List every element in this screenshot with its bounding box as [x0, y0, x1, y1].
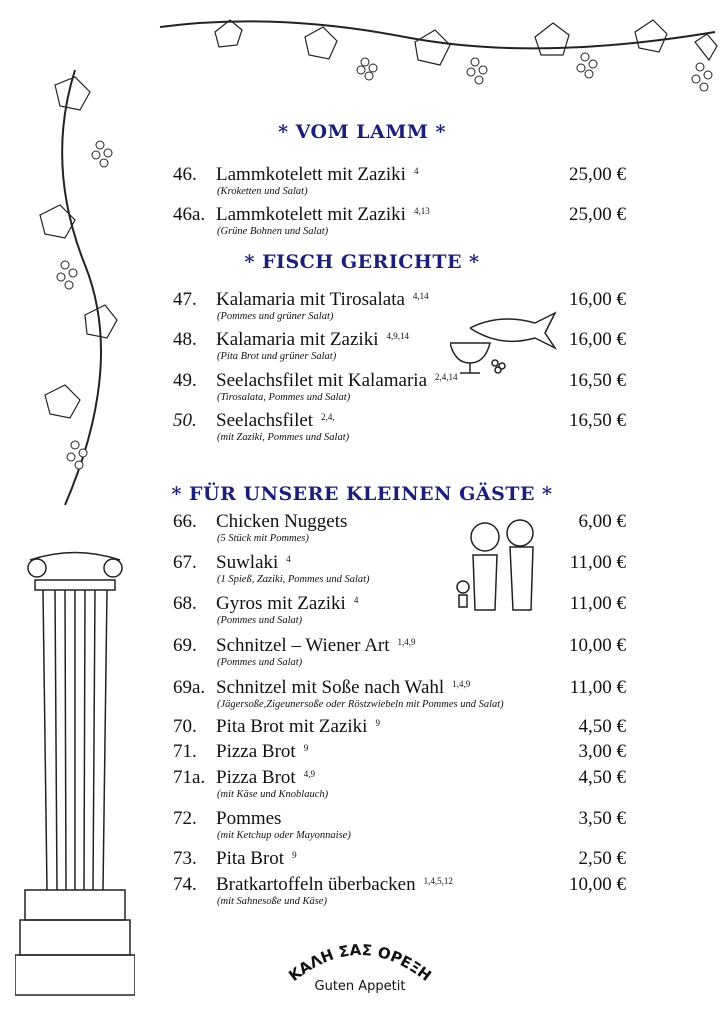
item-description: (Jägersoße,Zigeunersoße oder Röstzwiebeln mit Pommes und Salat)	[217, 699, 504, 710]
allergen-codes: 1,4,9	[397, 637, 416, 647]
menu-item	[0, 678, 724, 698]
item-price: 25,00 €	[569, 204, 626, 225]
item-number: 47.	[173, 289, 197, 310]
menu-item	[0, 875, 724, 895]
menu-item	[0, 553, 724, 573]
item-number: 71.	[173, 741, 197, 762]
item-name-text: Chicken Nuggets	[216, 511, 348, 532]
item-description: (Tirosalata, Pommes und Salat)	[217, 392, 351, 403]
menu-item	[0, 636, 724, 656]
item-number: 68.	[173, 593, 197, 614]
item-name	[216, 512, 355, 532]
item-number: 48.	[173, 329, 197, 350]
allergen-codes: 9	[303, 743, 309, 753]
item-price: 3,50 €	[578, 808, 626, 829]
item-number: 49.	[173, 370, 197, 391]
allergen-codes: 4,9	[303, 769, 315, 779]
item-name-text: Seelachsfilet mit Kalamaria	[216, 370, 428, 391]
item-name-text: Pommes	[216, 808, 282, 829]
item-name-text: Bratkartoffeln überbacken	[216, 874, 416, 895]
allergen-codes: 2,4,	[321, 412, 335, 422]
item-name-text: Schnitzel – Wiener Art	[216, 635, 390, 656]
allergen-codes: 4	[286, 554, 291, 564]
item-number: 46a.	[173, 204, 206, 225]
menu-item	[0, 165, 724, 185]
item-description: (5 Stück mit Pommes)	[217, 533, 309, 544]
item-price: 4,50 €	[578, 716, 626, 737]
item-name	[216, 849, 297, 869]
item-name-text: Pita Brot	[216, 848, 285, 869]
allergen-codes: 1,4,9	[452, 679, 471, 689]
allergen-codes: 4	[353, 595, 359, 605]
item-number: 69a.	[173, 677, 206, 698]
item-number: 73.	[173, 848, 197, 869]
item-price: 4,50 €	[578, 767, 626, 788]
item-price: 25,00 €	[569, 164, 626, 185]
item-name	[216, 636, 416, 656]
item-number: 74.	[173, 874, 197, 895]
item-number: 71a.	[173, 767, 206, 788]
item-description: (mit Ketchup oder Mayonnaise)	[217, 830, 351, 841]
menu-item	[0, 742, 724, 762]
item-number: 67.	[173, 552, 197, 573]
item-name	[216, 205, 430, 225]
item-price: 16,50 €	[569, 410, 626, 431]
item-name-text: Gyros mit Zaziki	[216, 593, 346, 614]
item-name	[216, 165, 418, 185]
item-description: (Pita Brot und grüner Salat)	[217, 351, 337, 362]
allergen-codes: 9	[375, 718, 380, 728]
menu-item	[0, 717, 724, 737]
item-number: 70.	[173, 716, 197, 737]
item-price: 11,00 €	[569, 677, 626, 698]
allergen-codes: 9	[292, 850, 297, 860]
allergen-codes: 4,9,14	[386, 331, 409, 341]
section-heading-vom-lamm: * VOM LAMM *	[278, 121, 446, 143]
item-description: (Pommes und Salat)	[217, 657, 303, 668]
item-number: 72.	[173, 808, 197, 829]
item-name-text: Lammkotelett mit Zaziki	[216, 204, 406, 225]
item-name	[216, 678, 470, 698]
menu-item	[0, 330, 724, 350]
item-price: 2,50 €	[578, 848, 626, 869]
item-description: (mit Zaziki, Pommes und Salat)	[217, 432, 350, 443]
item-name	[216, 330, 409, 350]
item-name-text: Suwlaki	[216, 552, 279, 573]
item-name	[216, 875, 453, 895]
menu-item	[0, 205, 724, 225]
item-name-text: Seelachsfilet	[216, 410, 314, 431]
item-description: (1 Spieß, Zaziki, Pommes und Salat)	[217, 574, 370, 585]
allergen-codes: 4,14	[412, 291, 429, 301]
menu-item	[0, 809, 724, 829]
item-price: 10,00 €	[569, 635, 626, 656]
item-number: 69.	[173, 635, 197, 656]
menu-item	[0, 768, 724, 788]
menu-item	[0, 849, 724, 869]
item-name-text: Pizza Brot	[216, 767, 296, 788]
menu-item	[0, 594, 724, 614]
allergen-codes: 4,13	[413, 206, 430, 216]
item-name	[216, 290, 429, 310]
item-price: 6,00 €	[578, 511, 626, 532]
allergen-codes: 2,4,14	[435, 372, 458, 382]
item-description: (Pommes und Salat)	[217, 615, 303, 626]
item-name-text: Kalamaria mit Tirosalata	[216, 289, 405, 310]
item-name-text: Kalamaria mit Zaziki	[216, 329, 379, 350]
greek-greeting: ΚΑΛΗ ΣΑΣ ΟΡΕΞΗ	[285, 940, 435, 985]
menu-item	[0, 512, 724, 532]
menu-item	[0, 290, 724, 310]
item-name-text: Schnitzel mit Soße nach Wahl	[216, 677, 445, 698]
item-name-text: Pita Brot mit Zaziki	[216, 716, 368, 737]
section-heading-fisch-gerichte: * FISCH GERICHTE *	[244, 251, 480, 273]
item-description: (mit Sahnesoße und Käse)	[217, 896, 327, 907]
item-price: 11,00 €	[569, 593, 626, 614]
menu-item	[0, 371, 724, 391]
item-name	[216, 809, 289, 829]
item-description: (mit Käse und Knoblauch)	[217, 789, 329, 800]
section-heading-kleine-gaeste: * FÜR UNSERE KLEINEN GÄSTE *	[171, 483, 553, 505]
item-price: 11,00 €	[569, 552, 626, 573]
menu-item	[0, 411, 724, 431]
item-description: (Kroketten und Salat)	[217, 186, 308, 197]
item-name	[216, 371, 458, 391]
item-name	[216, 594, 358, 614]
item-price: 16,00 €	[569, 329, 626, 350]
item-name	[216, 768, 315, 788]
item-name	[216, 411, 335, 431]
grapevine-top-illustration	[155, 12, 720, 107]
item-price: 10,00 €	[569, 874, 626, 895]
german-greeting: Guten Appetit	[314, 979, 406, 994]
item-number: 50.	[173, 410, 197, 431]
item-price: 16,50 €	[569, 370, 626, 391]
item-description: (Pommes und grüner Salat)	[217, 311, 334, 322]
allergen-codes: 1,4,5,12	[423, 876, 453, 886]
item-name-text: Pizza Brot	[216, 741, 296, 762]
item-name	[216, 717, 380, 737]
item-name-text: Lammkotelett mit Zaziki	[216, 164, 406, 185]
allergen-codes: 4	[413, 166, 419, 176]
item-price: 3,00 €	[578, 741, 626, 762]
item-name	[216, 553, 291, 573]
item-number: 66.	[173, 511, 197, 532]
item-number: 46.	[173, 164, 197, 185]
item-name	[216, 742, 308, 762]
footer-greeting	[270, 935, 450, 1005]
item-description: (Grüne Bohnen und Salat)	[217, 226, 329, 237]
item-price: 16,00 €	[569, 289, 626, 310]
